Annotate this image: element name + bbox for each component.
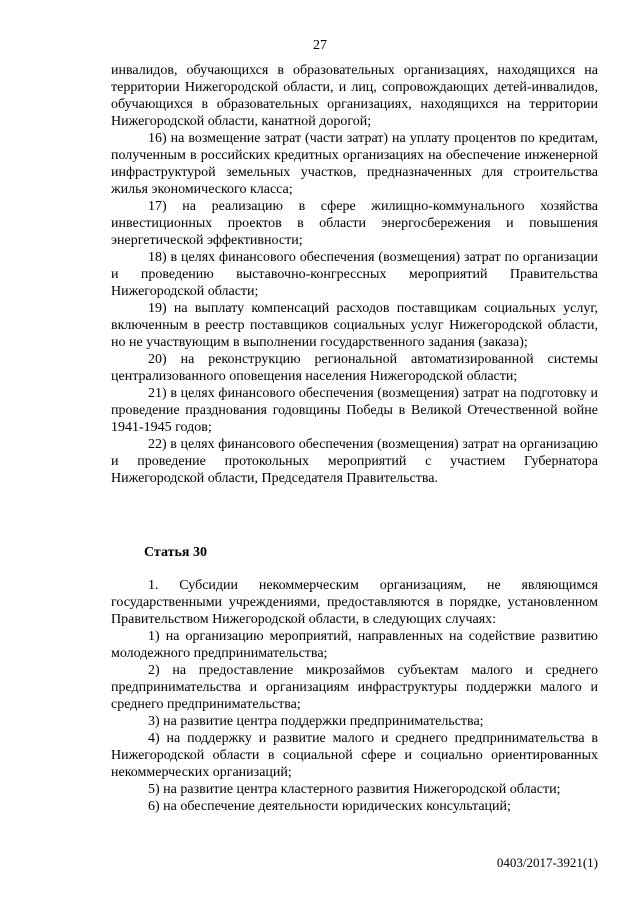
article-heading: Статья 30 <box>144 545 207 560</box>
page-number: 27 <box>313 38 327 53</box>
list-item-19: 19) на выплату компенсаций расходов поставщикам социальных услуг, включенным в реестр поставщиков социальных услуг Нижегородской области, но не участвующим в выполнении государственного задания (заказа); <box>111 301 598 350</box>
list-item-18: 18) в целях финансового обеспечения (возмещения) затрат по организации и проведению выставочно-конгрессных мероприятий Правительства Нижегородской области; <box>111 250 598 299</box>
paragraph-continuation: инвалидов, обучающихся в образовательных организациях, находящихся на территории Нижегородской области, и лиц, сопровождающих детей-инвалидов, обучающихся в образовательных организациях, находящихся на территории Нижегородской области, канатной дорогой; <box>111 63 598 129</box>
list-item-22: 22) в целях финансового обеспечения (возмещения) затрат на организацию и проведение протокольных мероприятий с участием Губернатора Нижегородской области, Председателя Правительства. <box>111 437 598 486</box>
article-item-6: 6) на обеспечение деятельности юридических консультаций; <box>148 799 511 814</box>
article-item-1: 1) на организацию мероприятий, направленных на содействие развитию молодежного предпринимательства; <box>111 629 598 661</box>
list-item-17: 17) на реализацию в сфере жилищно-коммунального хозяйства инвестиционных проектов в области энергосбережения и повышения энергетической эффективности; <box>111 199 598 248</box>
article-item-4: 4) на поддержку и развитие малого и среднего предпринимательства в Нижегородской области в социальной сфере и социально ориентированных некоммерческих организаций; <box>111 731 598 780</box>
article-item-5: 5) на развитие центра кластерного развития Нижегородской области; <box>148 782 561 797</box>
list-item-21: 21) в целях финансового обеспечения (возмещения) затрат на подготовку и проведение празднования годовщины Победы в Великой Отечественной войне 1941-1945 годов; <box>111 386 598 435</box>
article-clause-1: 1. Субсидии некоммерческим организациям, не являющимся государственными учреждениями, предоставляются в порядке, установленном Правительством Нижегородской области, в следующих случаях: <box>111 578 598 627</box>
list-item-16: 16) на возмещение затрат (части затрат) на уплату процентов по кредитам, полученным в российских кредитных организациях на обеспечение инженерной инфраструктурой земельных участков, предназначенных для строительства жилья экономического класса; <box>111 131 598 197</box>
article-item-3: 3) на развитие центра поддержки предпринимательства; <box>148 714 484 729</box>
document-body-top <box>111 62 598 487</box>
document-body-article <box>111 577 598 815</box>
document-code: 0403/2017-3921(1) <box>496 855 598 870</box>
article-item-2: 2) на предоставление микрозаймов субъектам малого и среднего предпринимательства и организациям инфраструктуры поддержки малого и среднего предпринимательства; <box>111 663 598 712</box>
list-item-20: 20) на реконструкцию региональной автоматизированной системы централизованного оповещения населения Нижегородской области; <box>111 352 598 384</box>
